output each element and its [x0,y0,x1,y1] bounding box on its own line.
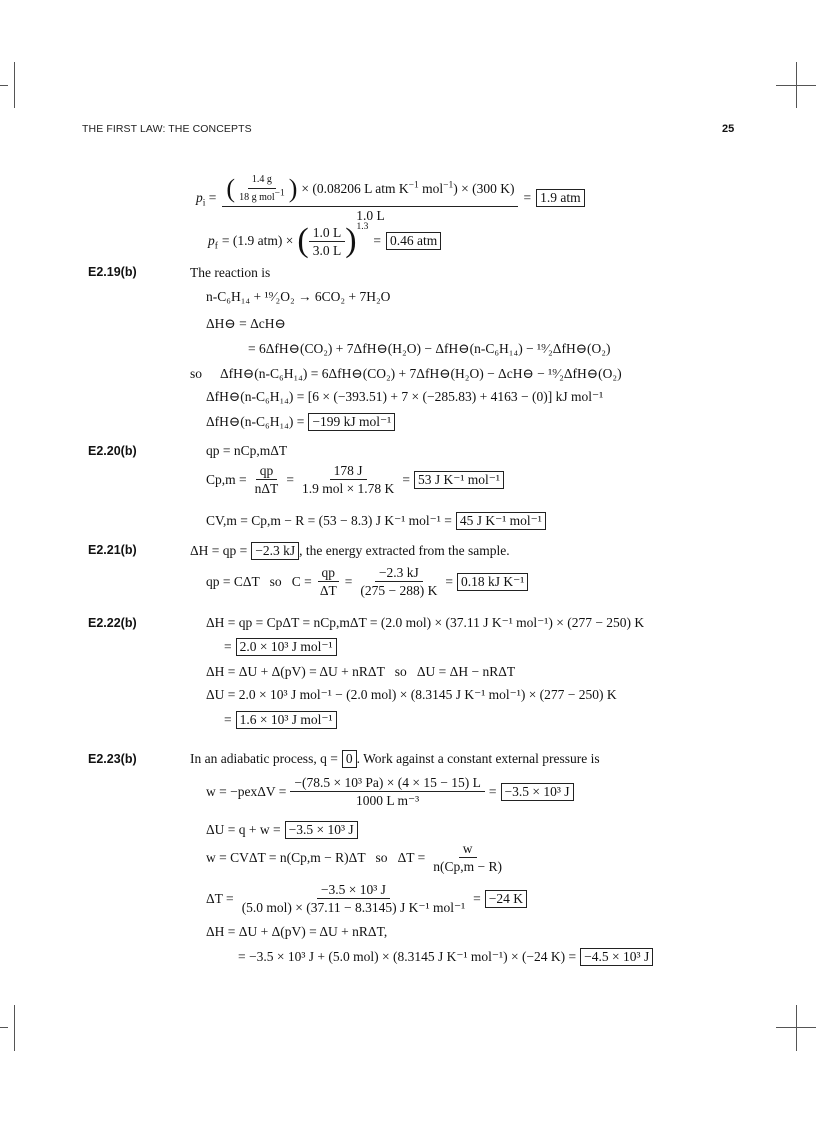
crop-mark [14,1005,15,1051]
equation: = 2.0 × 10³ J mol⁻¹ [224,638,337,656]
result-box: −2.3 kJ [251,542,299,560]
equation: CV,m = Cp,m − R = (53 − 8.3) J K⁻¹ mol⁻¹ = 45 J K⁻¹ mol⁻¹ [206,512,546,530]
equation: qp = CΔT so C = $\frac{qp}{\Delta T}$ = $\frac{-2.3 kJ}{(275 - 288) K}$ = 0.18 kJ K⁻¹ [206,565,528,598]
exercise-label: E2.19(b) [88,265,137,279]
result-box: −4.5 × 10³ J [580,948,653,966]
equation: ΔH = ΔU + Δ(pV) = ΔU + nRΔT, [206,924,388,939]
text: The reaction is [190,265,271,280]
equation: ΔfH⊖(n-C₆H₁₄) = 6ΔfH⊖(CO₂) + 7ΔfH⊖(H₂O) − ΔcH⊖ − ¹⁹⁄₂ΔfH⊖(O₂) [220,366,622,381]
equation: ΔH = qp = −2.3 kJ , the energy extracted from the sample. [190,543,510,558]
equation-pi: $p_i$ = ( $\frac{1.4 g}{18 g mol^{-1}}$ ) × (0.08206 L atm $K^{-1}$ mol$^{-1}$) × (300 K) 1.0 L = 1.9 atm [196,172,585,223]
result-box: 0.18 kJ K⁻¹ [457,573,528,591]
result-box: −199 kJ mol⁻¹ [308,413,395,431]
result-box: 0.46 atm [386,232,441,250]
result-box: 0 [342,750,357,768]
equation: ΔfH⊖(n-C₆H₁₄) = −199 kJ mol⁻¹ [206,413,395,431]
result-box: −3.5 × 10³ J [285,821,358,839]
equation: Cp,m = $\frac{qp}{\text{nΔT}}$ = $\frac{178 J}{\text{1.9 mol × 1.78 K}}$ = 53 J K⁻¹ mol⁻¹ [206,463,504,496]
equation: w = −pexΔV = $\frac{\text{−(78.5 × 10³ Pa) × (4 × 15 − 15) L}}{\text{1000 L m⁻³}}$ = −3.5 × 10³ J [206,775,574,808]
text: so [190,366,203,381]
crop-mark [796,1005,797,1051]
exercise-label: E2.20(b) [88,444,137,458]
exercise-label: E2.22(b) [88,616,137,630]
result-box: 1.9 atm [536,189,585,207]
result-box: −24 K [485,890,527,908]
crop-mark [776,85,816,86]
crop-mark [0,1027,8,1028]
equation: = 6ΔfH⊖(CO₂) + 7ΔfH⊖(H₂O) − ΔfH⊖(n-C₆H₁₄) − ¹⁹⁄₂ΔfH⊖(O₂) [248,341,611,356]
equation: qp = nCp,mΔT [206,443,288,458]
equation: w = CVΔT = n(Cp,m − R)ΔT so ΔT = $\frac{w}{n(Cp,m - R)}$ [206,841,503,874]
equation: = −3.5 × 10³ J + (5.0 mol) × (8.3145 J K⁻¹ mol⁻¹) × (−24 K) = −4.5 × 10³ J [238,948,653,966]
result-box: 2.0 × 10³ J mol⁻¹ [236,638,337,656]
equation: ΔT = $\frac{\text{−3.5 × 10³ J}}{\text{(5.0 mol) × (37.11 − 8.3145) J K⁻¹ mol⁻¹}}$ = −24 K [206,882,527,915]
exercise-label: E2.21(b) [88,543,137,557]
result-box: −3.5 × 10³ J [501,783,574,801]
equation: ΔH⊖ = ΔcH⊖ [206,316,286,331]
equation: ΔfH⊖(n-C₆H₁₄) = [6 × (−393.51) + 7 × (−285.83) + 4163 − (0)] kJ mol⁻¹ [206,389,604,404]
equation: ΔH = qp = CpΔT = nCp,mΔT = (2.0 mol) × (37.11 J K⁻¹ mol⁻¹) × (277 − 250) K [206,615,645,630]
equation: n-C₆H₁₄ + ¹⁹⁄₂O₂ → 6CO₂ + 7H₂O [206,289,391,304]
equation: ΔU = 2.0 × 10³ J mol⁻¹ − (2.0 mol) × (8.3145 J K⁻¹ mol⁻¹) × (277 − 250) K [206,687,617,702]
equation: In an adiabatic process, q = 0 . Work against a constant external pressure is [190,751,600,766]
equation: ΔH = ΔU + Δ(pV) = ΔU + nRΔT so ΔU = ΔH − nRΔT [206,664,516,679]
crop-mark [776,1027,816,1028]
result-box: 53 J K⁻¹ mol⁻¹ [414,471,504,489]
equation-pf: $p_f$ = (1.9 atm) × ( $\frac{1.0 L}{3.0 L}$ ) $^{1.3}$ = 0.46 atm [208,222,441,260]
running-title: THE FIRST LAW: THE CONCEPTS [82,123,252,135]
equation: ΔU = q + w = −3.5 × 10³ J [206,821,358,839]
crop-mark [0,85,8,86]
result-box: 45 J K⁻¹ mol⁻¹ [456,512,546,530]
exercise-label: E2.23(b) [88,752,137,766]
crop-mark [14,62,15,108]
page-number: 25 [722,123,735,135]
result-box: 1.6 × 10³ J mol⁻¹ [236,711,337,729]
equation: = 1.6 × 10³ J mol⁻¹ [224,711,337,729]
